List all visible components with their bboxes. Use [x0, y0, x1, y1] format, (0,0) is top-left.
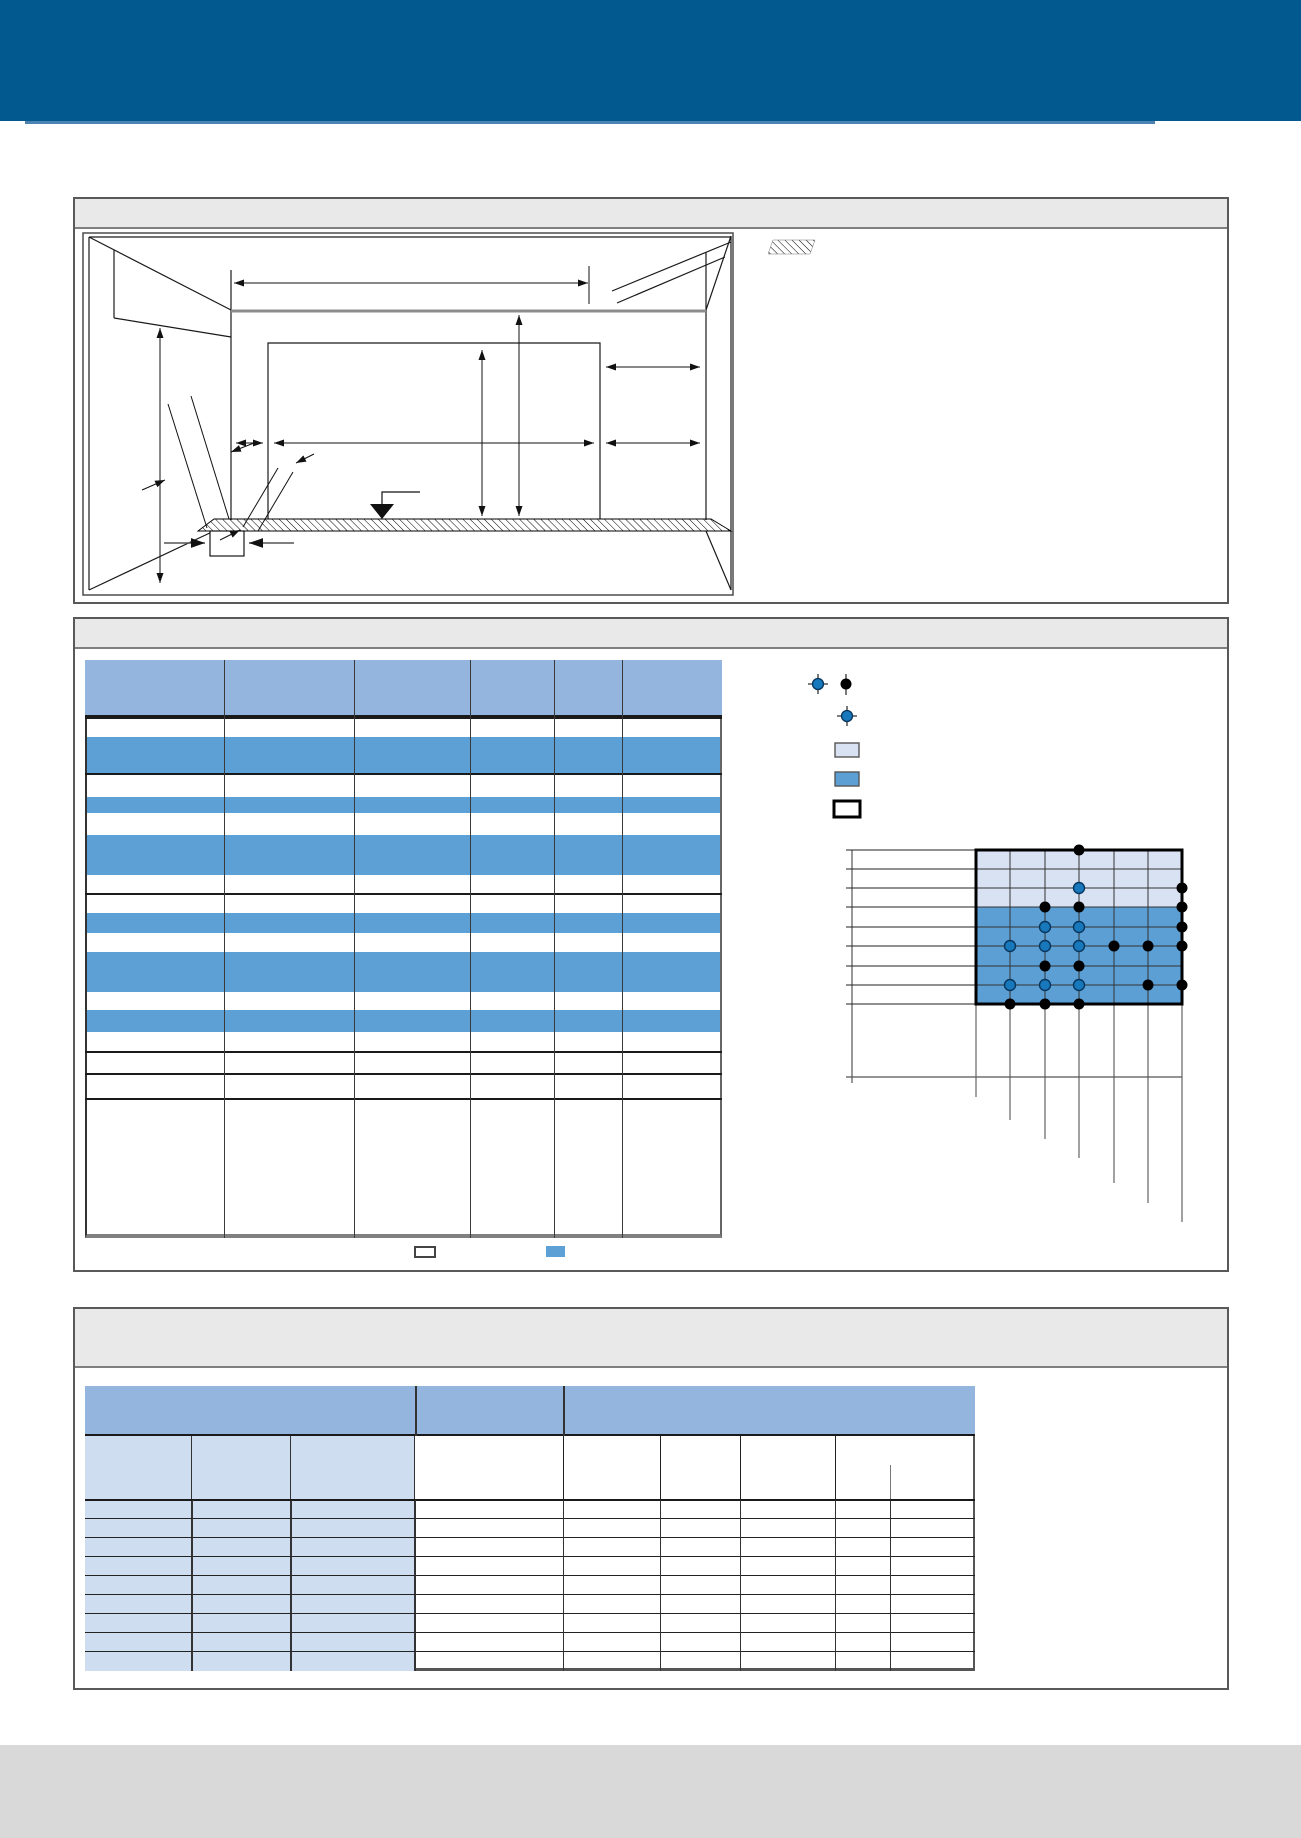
size-table-header-divider — [563, 1386, 565, 1436]
footer-band — [0, 1745, 1301, 1838]
chart-point-black — [1177, 941, 1188, 952]
chart-point-black — [1005, 999, 1016, 1010]
chart-point-blue — [1074, 941, 1085, 952]
size-table-column-line — [660, 1500, 661, 1671]
chart-point-black — [1109, 941, 1120, 952]
chart-point-black — [1040, 961, 1051, 972]
chart-point-blue — [1005, 941, 1016, 952]
chart-point-black — [1074, 902, 1085, 913]
fitting-table-stripe-row — [87, 797, 720, 813]
size-table-row — [85, 1538, 975, 1557]
fitting-table-stripe-row — [87, 952, 720, 992]
legend-swatch-medium-icon — [835, 772, 859, 786]
fitting-table-column-line — [470, 660, 471, 1238]
size-table-row — [85, 1633, 975, 1652]
size-table-subheader-column-line — [835, 1436, 836, 1500]
size-table-column-line — [890, 1500, 891, 1671]
legend-swatch-outline-icon — [834, 801, 860, 817]
chart-point-black — [1074, 999, 1085, 1010]
chart-light-region — [976, 850, 1182, 907]
fitting-table-stripe-row — [87, 737, 720, 773]
fitting-table-group-border — [85, 1073, 722, 1075]
size-table-column-line — [563, 1500, 564, 1671]
size-table-column-line — [291, 1500, 292, 1671]
chart-point-black — [1143, 980, 1154, 991]
legend-dot-black-icon — [841, 674, 852, 695]
chart-point-blue — [1005, 980, 1016, 991]
size-table-row — [85, 1595, 975, 1614]
fitting-table-column-line — [354, 660, 355, 1238]
legend-target-blue-icon — [837, 706, 857, 726]
chart-box-border — [976, 850, 1182, 1004]
chart-point-black — [1177, 883, 1188, 894]
size-table-column-line — [740, 1500, 741, 1671]
fitting-table-group-border — [85, 717, 722, 719]
fitting-table-header-row — [85, 660, 722, 717]
fitting-table-column-line — [224, 660, 225, 1238]
size-table-row — [85, 1614, 975, 1633]
size-table-row — [85, 1652, 975, 1671]
size-table-column-line — [835, 1500, 836, 1671]
fitting-table-stripe-row — [87, 913, 720, 933]
size-table-header-row — [85, 1386, 975, 1436]
chart-point-blue — [1074, 883, 1085, 894]
legend-target-blue-icon — [808, 674, 828, 694]
chart-point-black — [1177, 922, 1188, 933]
fitting-table-stripe-row — [87, 1010, 720, 1032]
chart-medium-region — [976, 907, 1182, 1004]
size-table-column-line — [415, 1500, 416, 1671]
size-table-row — [85, 1576, 975, 1595]
chart-point-blue — [1074, 922, 1085, 933]
legend-swatch-light-icon — [835, 743, 859, 757]
fitting-table-column-line — [554, 660, 555, 1238]
chart-point-blue — [1040, 941, 1051, 952]
fitting-table-group-border — [85, 773, 722, 775]
size-table-half-divider — [890, 1465, 891, 1500]
size-table-row — [85, 1557, 975, 1576]
chart-point-blue — [1040, 980, 1051, 991]
chart-point-black — [1040, 902, 1051, 913]
size-table-header-divider — [415, 1386, 417, 1436]
chart-point-black — [1143, 941, 1154, 952]
size-table-column-line — [192, 1500, 193, 1671]
size-table-subheader-column-line — [740, 1436, 741, 1500]
size-table-subheader-column-line — [660, 1436, 661, 1500]
chart-point-blue — [1040, 922, 1051, 933]
size-table-row — [85, 1519, 975, 1538]
table-legend-filled-swatch-icon — [546, 1246, 565, 1257]
chart-point-black — [1074, 961, 1085, 972]
fitting-table-group-border — [85, 1051, 722, 1053]
chart-point-black — [1040, 999, 1051, 1010]
table-legend-outline-swatch-icon — [414, 1246, 436, 1258]
chart-point-blue — [1074, 980, 1085, 991]
size-table-subheader-column-line — [563, 1436, 564, 1500]
size-table-row — [85, 1500, 975, 1519]
fitting-table-stripe-row — [87, 835, 720, 875]
chart-point-black — [1177, 902, 1188, 913]
chart-point-black — [1074, 845, 1085, 856]
fitting-table-group-border — [85, 893, 722, 895]
fitting-table-group-border — [85, 1098, 722, 1100]
fitting-table-column-line — [622, 660, 623, 1238]
chart-point-black — [1177, 980, 1188, 991]
